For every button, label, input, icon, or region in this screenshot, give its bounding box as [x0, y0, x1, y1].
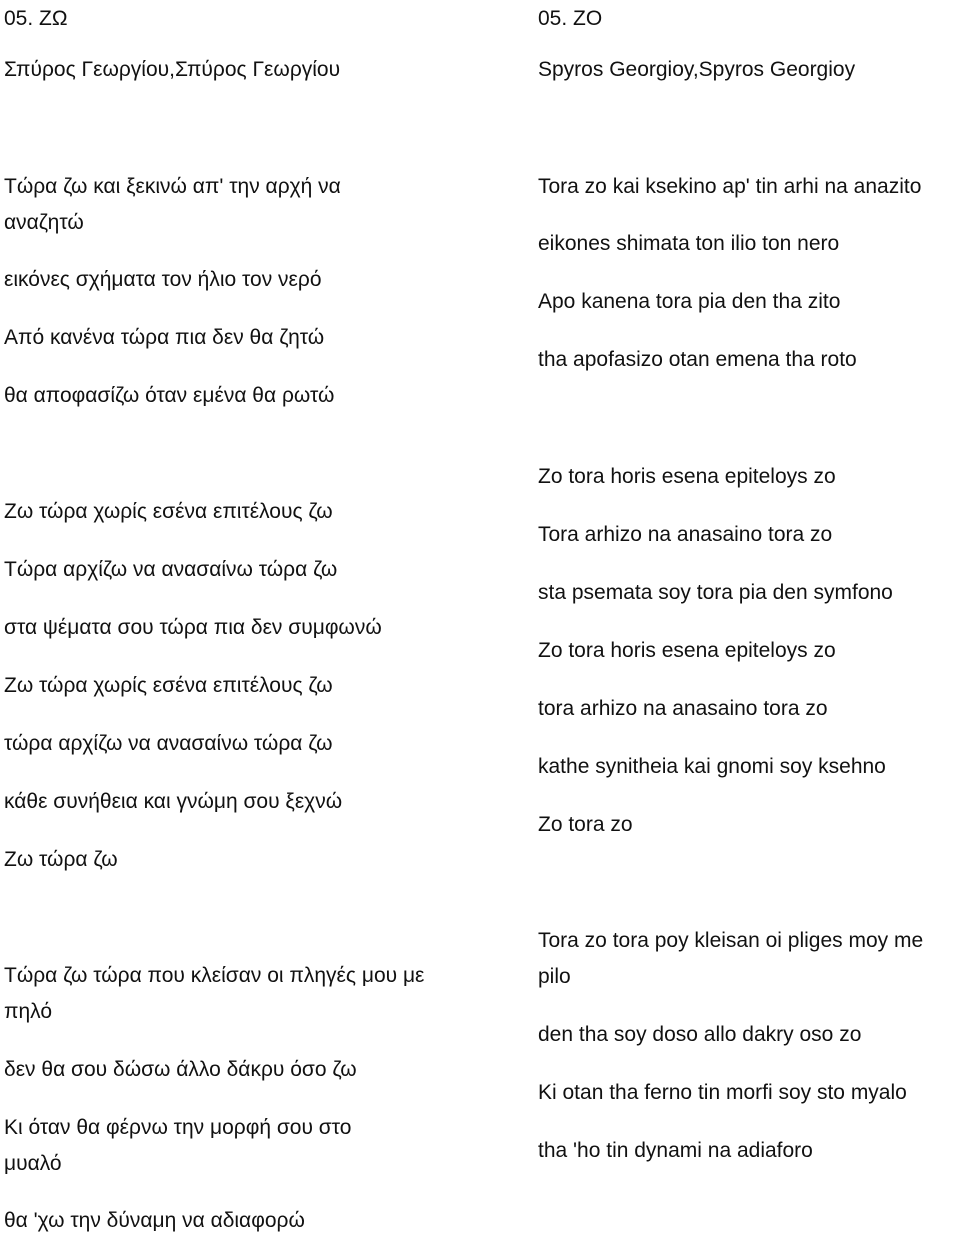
lyric-line: στα ψέματα σου τώρα πια δεν συμφωνώ	[4, 616, 382, 639]
lyric-line: Apo kanena tora pia den tha zito	[538, 290, 841, 313]
song-number: 05. ΖΩ	[4, 7, 68, 30]
lyric-line: tha 'ho tin dynami na adiaforo	[538, 1139, 813, 1162]
lyric-line: Τώρα ζω τώρα που κλείσαν οι πληγές μου με πηλό	[4, 964, 425, 1023]
song-authors: Spyros Georgioy,Spyros Georgioy	[538, 58, 856, 81]
lyric-line: Κι όταν θα φέρνω την μορφή σου στο μυαλό	[4, 1116, 352, 1175]
lyric-line: Από κανένα τώρα πια δεν θα ζητώ	[4, 326, 325, 349]
lyric-line: tora arhizo na anasaino tora zo	[538, 697, 828, 720]
lyric-line: εικόνες σχήματα τον ήλιο τον νερό	[4, 268, 322, 291]
lyric-line: Ζω τώρα ζω	[4, 848, 118, 871]
song-authors: Σπύρος Γεωργίου,Σπύρος Γεωργίου	[4, 58, 341, 81]
lyric-line: sta psemata soy tora pia den symfono	[538, 581, 893, 604]
lyric-line: den tha soy doso allo dakry oso zo	[538, 1023, 862, 1046]
lyric-line: kathe synitheia kai gnomi soy ksehno	[538, 755, 886, 778]
lyric-line: Ki otan tha ferno tin morfi soy sto myalo	[538, 1081, 907, 1104]
lyric-line: Tora zo kai ksekino ap' tin arhi na anazito	[538, 175, 922, 198]
lyric-line: θα αποφασίζω όταν εμένα θα ρωτώ	[4, 384, 335, 407]
lyric-line: Zo tora horis esena epiteloys zo	[538, 465, 836, 488]
song-number: 05. ZO	[538, 7, 603, 30]
lyric-line: Ζω τώρα χωρίς εσένα επιτέλους ζω	[4, 674, 333, 697]
lyric-line: Ζω τώρα χωρίς εσένα επιτέλους ζω	[4, 500, 333, 523]
lyric-line: θα 'χω την δύναμη να αδιαφορώ	[4, 1209, 305, 1232]
lyric-line: Τώρα αρχίζω να ανασαίνω τώρα ζω	[4, 558, 338, 581]
lyric-line: δεν θα σου δώσω άλλο δάκρυ όσο ζω	[4, 1058, 357, 1081]
lyric-line: Tora arhizo na anasaino tora zo	[538, 523, 833, 546]
lyric-line: Τώρα ζω και ξεκινώ απ' την αρχή να αναζητώ	[4, 175, 341, 234]
lyric-line: tha apofasizo otan emena tha roto	[538, 348, 857, 371]
lyric-line: Tora zo tora poy kleisan oi pliges moy me pilo	[538, 929, 924, 988]
lyric-line: κάθε συνήθεια και γνώμη σου ξεχνώ	[4, 790, 343, 813]
lyric-line: Zo tora zo	[538, 813, 633, 836]
lyric-line: Zo tora horis esena epiteloys zo	[538, 639, 836, 662]
lyric-line: τώρα αρχίζω να ανασαίνω τώρα ζω	[4, 732, 333, 755]
lyric-line: eikones shimata ton ilio ton nero	[538, 232, 840, 255]
